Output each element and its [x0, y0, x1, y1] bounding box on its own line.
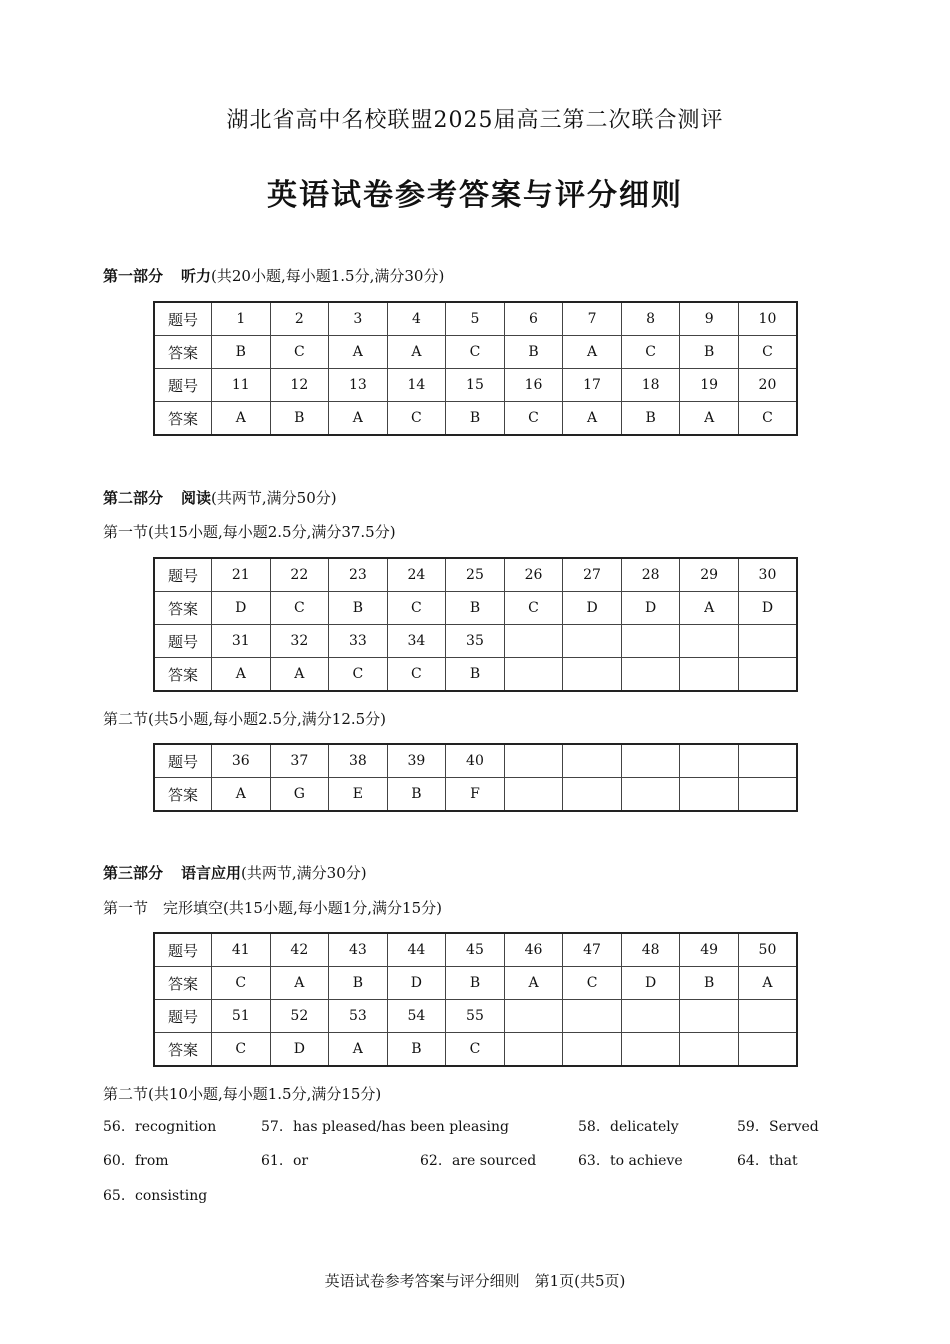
question-number-cell: 7 [563, 302, 622, 336]
table-row [154, 625, 797, 658]
question-number-cell: 36 [212, 744, 271, 778]
question-number-cell: 24 [387, 558, 446, 592]
question-number-cell: 30 [738, 558, 797, 592]
answer-cell: A [329, 402, 388, 436]
row-label: 题号 [154, 1000, 212, 1033]
fill-answer-number: 62. [420, 1153, 443, 1169]
question-number-cell: 40 [446, 744, 505, 778]
answer-cell: C [270, 336, 329, 369]
fill-answer-text: from [135, 1153, 169, 1169]
answer-cell: B [504, 336, 563, 369]
answer-cell: A [329, 1033, 388, 1067]
question-number-cell: 41 [212, 933, 271, 967]
question-number-cell: 17 [563, 369, 622, 402]
answer-cell: A [680, 592, 739, 625]
answer-cell [563, 658, 622, 692]
row-label: 题号 [154, 744, 212, 778]
table-row [154, 1033, 797, 1067]
part2-section2-answer-table [153, 743, 798, 812]
exam-super-title: 湖北省高中名校联盟2025届高三第二次联合测评 [226, 108, 724, 133]
fill-answer [103, 1153, 169, 1169]
answer-cell: D [563, 592, 622, 625]
table-row [154, 967, 797, 1000]
fill-answer-text: consisting [135, 1188, 208, 1204]
row-label: 答案 [154, 1033, 212, 1067]
part3-section1-title: 第一节 完形填空(共15小题,每小题1分,满分15分) [103, 899, 442, 917]
question-number-cell: 44 [387, 933, 446, 967]
question-number-cell: 26 [504, 558, 563, 592]
fill-answer-number: 63. [578, 1153, 601, 1169]
page-title: 英语试卷参考答案与评分细则 [267, 178, 683, 213]
question-number-cell: 6 [504, 302, 563, 336]
question-number-cell: 33 [329, 625, 388, 658]
answer-cell [504, 1033, 563, 1067]
answer-cell: B [680, 336, 739, 369]
question-number-cell: 35 [446, 625, 505, 658]
fill-answer [578, 1119, 679, 1135]
answer-cell: B [329, 592, 388, 625]
question-number-cell [680, 625, 739, 658]
answer-cell: B [621, 402, 680, 436]
answer-cell: A [563, 402, 622, 436]
answer-cell [738, 658, 797, 692]
row-label: 答案 [154, 336, 212, 369]
question-number-cell [680, 744, 739, 778]
question-number-cell [621, 625, 680, 658]
question-number-cell: 38 [329, 744, 388, 778]
table-row [154, 402, 797, 436]
fill-answer-text: delicately [610, 1119, 679, 1135]
question-number-cell: 11 [212, 369, 271, 402]
fill-answer [261, 1119, 509, 1135]
answer-cell: B [446, 592, 505, 625]
question-number-cell: 37 [270, 744, 329, 778]
part2-section1-answer-table [153, 557, 798, 692]
part3-note: (共两节,满分30分) [241, 864, 367, 882]
answer-cell: A [329, 336, 388, 369]
question-number-cell: 25 [446, 558, 505, 592]
part3-heading [103, 862, 367, 883]
question-number-cell: 49 [680, 933, 739, 967]
fill-answer [261, 1153, 308, 1169]
question-number-cell [504, 1000, 563, 1033]
answer-cell: A [212, 402, 271, 436]
part2-section1-title: 第一节(共15小题,每小题2.5分,满分37.5分) [103, 523, 396, 541]
question-number-cell: 46 [504, 933, 563, 967]
answer-cell: D [270, 1033, 329, 1067]
answer-cell: F [446, 778, 505, 812]
answer-cell [680, 658, 739, 692]
part2-section2-title: 第二节(共5小题,每小题2.5分,满分12.5分) [103, 710, 387, 728]
table-row [154, 592, 797, 625]
fill-answer-text: Served [769, 1119, 819, 1135]
fill-answer-number: 57. [261, 1119, 284, 1135]
table-row [154, 336, 797, 369]
question-number-cell: 19 [680, 369, 739, 402]
question-number-cell [504, 625, 563, 658]
answer-cell: B [329, 967, 388, 1000]
table-row [154, 658, 797, 692]
row-label: 答案 [154, 658, 212, 692]
answer-cell: B [387, 778, 446, 812]
answer-cell: A [270, 658, 329, 692]
question-number-cell: 22 [270, 558, 329, 592]
fill-answer-text: recognition [135, 1119, 217, 1135]
question-number-cell [563, 744, 622, 778]
fill-answer [103, 1119, 216, 1135]
fill-answer [737, 1153, 798, 1169]
question-number-cell: 28 [621, 558, 680, 592]
answer-cell [504, 778, 563, 812]
fill-answer-text: or [293, 1153, 309, 1169]
answer-cell: C [387, 658, 446, 692]
answer-cell: B [212, 336, 271, 369]
answer-cell: B [446, 402, 505, 436]
fill-answer-text: that [769, 1153, 798, 1169]
row-label: 答案 [154, 402, 212, 436]
question-number-cell: 32 [270, 625, 329, 658]
fill-answer [737, 1119, 819, 1135]
row-label: 答案 [154, 967, 212, 1000]
fill-answer-number: 61. [261, 1153, 284, 1169]
fill-answer [578, 1153, 683, 1169]
question-number-cell: 4 [387, 302, 446, 336]
part1-note: (共20小题,每小题1.5分,满分30分) [211, 267, 445, 285]
answer-cell: C [387, 402, 446, 436]
answer-cell: B [446, 658, 505, 692]
fill-answer-number: 59. [737, 1119, 760, 1135]
question-number-cell: 34 [387, 625, 446, 658]
question-number-cell: 52 [270, 1000, 329, 1033]
question-number-cell: 23 [329, 558, 388, 592]
question-number-cell: 5 [446, 302, 505, 336]
part1-label: 第一部分 [103, 267, 164, 285]
question-number-cell: 12 [270, 369, 329, 402]
row-label: 题号 [154, 558, 212, 592]
part1-name: 听力 [181, 267, 212, 285]
question-number-cell: 21 [212, 558, 271, 592]
answer-cell [738, 778, 797, 812]
part3-label: 第三部分 [103, 864, 164, 882]
row-label: 答案 [154, 778, 212, 812]
question-number-cell: 3 [329, 302, 388, 336]
fill-answer [103, 1188, 207, 1204]
question-number-cell: 14 [387, 369, 446, 402]
answer-cell: C [738, 402, 797, 436]
question-number-cell: 27 [563, 558, 622, 592]
question-number-cell: 15 [446, 369, 505, 402]
question-number-cell: 47 [563, 933, 622, 967]
question-number-cell: 42 [270, 933, 329, 967]
answer-cell [621, 1033, 680, 1067]
answer-cell: E [329, 778, 388, 812]
row-label: 题号 [154, 369, 212, 402]
answer-cell: C [270, 592, 329, 625]
question-number-cell: 31 [212, 625, 271, 658]
row-label: 题号 [154, 625, 212, 658]
question-number-cell: 8 [621, 302, 680, 336]
answer-cell [504, 658, 563, 692]
answer-cell: C [446, 336, 505, 369]
answer-cell: C [212, 967, 271, 1000]
question-number-cell [738, 625, 797, 658]
fill-answer [420, 1153, 536, 1169]
question-number-cell: 45 [446, 933, 505, 967]
table-row [154, 1000, 797, 1033]
question-number-cell: 10 [738, 302, 797, 336]
answer-cell: A [270, 967, 329, 1000]
fill-answer-number: 56. [103, 1119, 126, 1135]
answer-cell [680, 1033, 739, 1067]
answer-cell: C [212, 1033, 271, 1067]
answer-cell: C [563, 967, 622, 1000]
part2-note: (共两节,满分50分) [211, 489, 337, 507]
answer-cell: A [680, 402, 739, 436]
answer-cell: D [621, 967, 680, 1000]
question-number-cell [680, 1000, 739, 1033]
answer-cell: C [387, 592, 446, 625]
part2-label: 第二部分 [103, 489, 164, 507]
row-label: 答案 [154, 592, 212, 625]
part1-heading [103, 265, 444, 286]
question-number-cell [563, 1000, 622, 1033]
answer-cell: A [212, 778, 271, 812]
question-number-cell: 39 [387, 744, 446, 778]
fill-answer-number: 58. [578, 1119, 601, 1135]
answer-cell: A [387, 336, 446, 369]
question-number-cell: 53 [329, 1000, 388, 1033]
row-label: 题号 [154, 933, 212, 967]
question-number-cell: 51 [212, 1000, 271, 1033]
question-number-cell [563, 625, 622, 658]
answer-cell: C [504, 402, 563, 436]
question-number-cell: 1 [212, 302, 271, 336]
question-number-cell: 29 [680, 558, 739, 592]
question-number-cell [738, 744, 797, 778]
question-number-cell: 18 [621, 369, 680, 402]
answer-cell [680, 778, 739, 812]
answer-cell: B [270, 402, 329, 436]
question-number-cell: 54 [387, 1000, 446, 1033]
answer-cell [563, 1033, 622, 1067]
part1-answer-table [153, 301, 798, 436]
answer-cell: B [387, 1033, 446, 1067]
row-label: 题号 [154, 302, 212, 336]
question-number-cell: 16 [504, 369, 563, 402]
part3-name: 语言应用 [181, 864, 242, 882]
question-number-cell: 48 [621, 933, 680, 967]
part3-section1-answer-table [153, 932, 798, 1067]
answer-cell: A [504, 967, 563, 1000]
fill-answer-text: has pleased/has been pleasing [293, 1119, 509, 1135]
question-number-cell: 9 [680, 302, 739, 336]
table-row [154, 558, 797, 592]
answer-cell: C [504, 592, 563, 625]
answer-cell: G [270, 778, 329, 812]
part2-heading [103, 487, 337, 508]
answer-cell: D [212, 592, 271, 625]
answer-cell [621, 658, 680, 692]
question-number-cell: 13 [329, 369, 388, 402]
answer-cell: A [738, 967, 797, 1000]
fill-answer-text: to achieve [610, 1153, 683, 1169]
answer-cell: B [680, 967, 739, 1000]
question-number-cell: 20 [738, 369, 797, 402]
answer-cell: C [446, 1033, 505, 1067]
fill-answer-text: are sourced [452, 1153, 537, 1169]
answer-cell [621, 778, 680, 812]
answer-cell: D [387, 967, 446, 1000]
answer-cell: A [563, 336, 622, 369]
question-number-cell: 43 [329, 933, 388, 967]
table-row [154, 302, 797, 336]
question-number-cell: 55 [446, 1000, 505, 1033]
table-row [154, 744, 797, 778]
answer-cell: A [212, 658, 271, 692]
table-row [154, 933, 797, 967]
answer-cell [563, 778, 622, 812]
question-number-cell [621, 1000, 680, 1033]
table-row [154, 369, 797, 402]
answer-cell [738, 1033, 797, 1067]
answer-cell: C [738, 336, 797, 369]
question-number-cell [504, 744, 563, 778]
question-number-cell: 2 [270, 302, 329, 336]
answer-cell: D [738, 592, 797, 625]
page-footer: 英语试卷参考答案与评分细则 第1页(共5页) [324, 1272, 626, 1290]
answer-cell: B [446, 967, 505, 1000]
answer-cell: C [329, 658, 388, 692]
question-number-cell [738, 1000, 797, 1033]
table-row [154, 778, 797, 812]
question-number-cell: 50 [738, 933, 797, 967]
fill-answer-number: 64. [737, 1153, 760, 1169]
question-number-cell [621, 744, 680, 778]
part3-section2-title: 第二节(共10小题,每小题1.5分,满分15分) [103, 1085, 382, 1103]
fill-answer-number: 65. [103, 1188, 126, 1204]
part2-name: 阅读 [181, 489, 212, 507]
answer-cell: D [621, 592, 680, 625]
fill-answer-number: 60. [103, 1153, 126, 1169]
answer-cell: C [621, 336, 680, 369]
